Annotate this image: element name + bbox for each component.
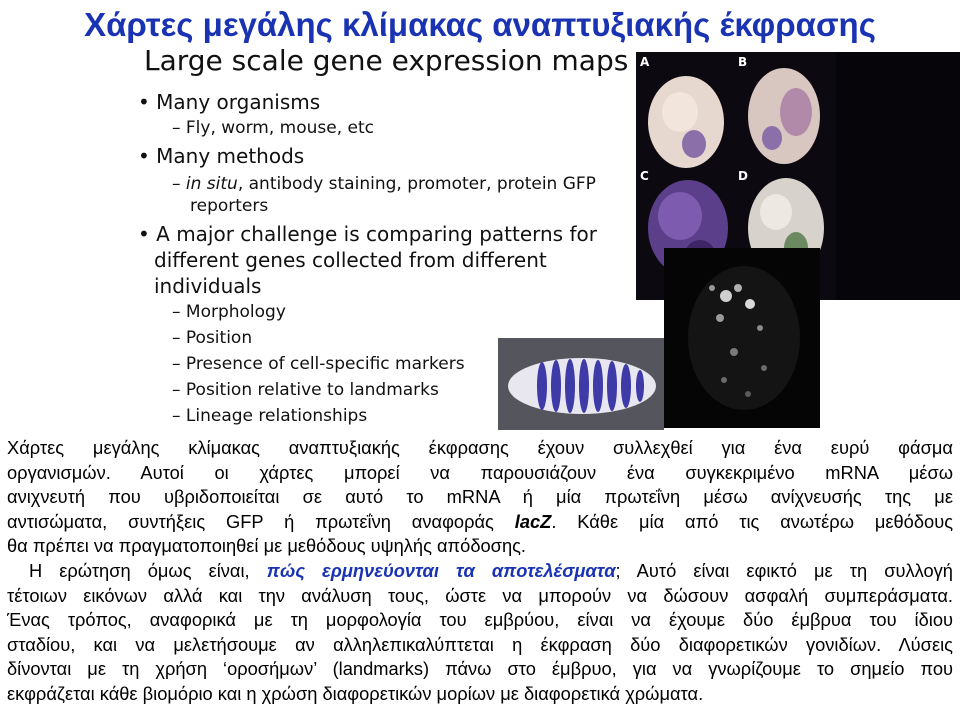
subbullet-markers: – Presence of cell-specific markers [172,354,465,374]
bullet-many-methods: • Many methods [138,144,305,168]
body-line: οργανισμών. Αυτοί οι χάρτες μπορεί να παρουσιάζουν ένα συγκεκριμένο mRNA μέσω [7,461,953,483]
subbullet-methods: – in situ, antibody staining, promoter, protein GFP [172,174,596,194]
body-line: Χάρτες μεγάλης κλίμακας αναπτυξιακής έκφρασης έχουν συλλεχθεί για ένα ευρύ φάσμα [7,437,953,458]
bullet-dot-icon: • [138,222,157,246]
dash-icon: – [172,328,186,348]
body-line: Ένας τρόπος, αναφορικά με τη μορφολογία του εμβρύου, είναι να έχουμε δύο έμβρυα του ίδιου [7,609,953,631]
body-line: Η ερώτηση όμως είναι, πώς ερμηνεύονται τα αποτελέσματα; Αυτό είναι εφικτό με τη συλλογή [29,559,953,581]
subbullet-methods-cont: reporters [190,196,269,216]
panel-label-c: C [640,169,649,183]
slide-title: Large scale gene expression maps [144,44,629,77]
bullet-dot-icon: • [138,144,157,168]
body-text [7,436,953,707]
dash-icon: – [172,174,186,194]
body-line: θα πρέπει να πραγματοποιηθεί με μεθόδους υψηλής απόδοσης. [7,535,527,557]
bullet-major-challenge-l2: different genes collected from different [154,248,547,272]
body-line: εκφράζεται κάθε βιομόριο και η χρώση διαφορετικών μορίων με διαφορετικά χρώματα. [7,682,704,704]
subbullet-organisms: – Fly, worm, mouse, etc [172,118,374,138]
subbullet-position: – Position [172,328,253,348]
fluorescence-image [664,248,820,428]
subbullet-lineage: – Lineage relationships [172,406,368,426]
page-title: Χάρτες μεγάλης κλίμακας αναπτυξιακής έκφρασης [84,6,876,43]
panel-label-a: A [640,55,650,69]
bullet-many-organisms: • Many organisms [138,90,321,114]
panel-label-d: D [738,169,748,183]
dash-icon: – [172,380,186,400]
highlighted-question: πώς ερμηνεύονται τα αποτελέσματα [266,559,616,581]
body-line: τέτοιων εικόνων αλλά και την ανάλυση τους, ώστε να μπορούν να δώσουν ασφαλή συμπεράσματα. [7,584,953,606]
body-line: ανιχνευτή που υβριδοποιείται σε αυτό το mRNA ή μία πρωτεΐνη μέσω ανίχνευσής της με [7,486,953,508]
body-line: δίνονται με τη χρήση ‘οροσήμων’ (landmarks) πάνω στο έμβρυο, για να γνωρίζουμε το σημείο που [7,658,953,680]
body-line: σταδίου, και να μελετήσουμε αν αλληλεπικαλύπτεται η έκφραση δύο διαφορετικών γονιδίων. Λύσεις [7,633,953,655]
bullet-major-challenge-l3: individuals [154,274,262,298]
bullet-major-challenge: • A major challenge is comparing patterns for [138,222,597,246]
bullet-dot-icon: • [138,90,157,114]
fly-embryo-image [498,338,664,430]
dash-icon: – [172,302,186,322]
body-line: αντισώματα, συντήξεις GFP ή πρωτεΐνη αναφοράς lacZ. Κάθε μία από τις ανωτέρω μεθόδους [7,510,953,532]
dash-icon: – [172,118,186,138]
subbullet-morphology: – Morphology [172,302,286,322]
panel-label-b: B [738,55,748,69]
dash-icon: – [172,406,186,426]
subbullet-landmarks: – Position relative to landmarks [172,380,439,400]
dash-icon: – [172,354,186,374]
